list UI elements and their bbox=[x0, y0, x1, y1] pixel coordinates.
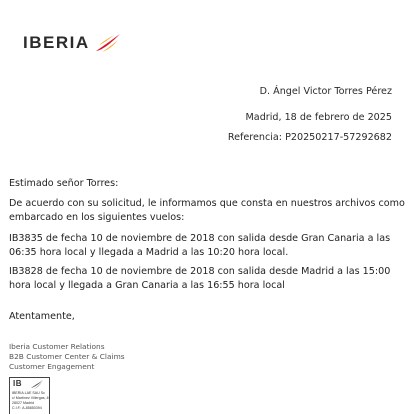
stamp-wing-icon bbox=[30, 379, 44, 389]
stamp-line-3: 28027 Madrid bbox=[12, 401, 34, 405]
iberia-wing-icon bbox=[93, 33, 121, 53]
company-stamp bbox=[9, 377, 50, 414]
flight-outbound: IB3835 de fecha 10 de noviembre de 2018 con salida desde Gran Canaria a las 06:35 hora local y llegada a Madrid a las 10:20 hora local. bbox=[9, 233, 391, 258]
stamp-line-2: c/ Martínez Villergas, 49 bbox=[12, 396, 50, 400]
salutation: Estimado señor Torres: bbox=[9, 178, 119, 189]
signature-line-2: B2B Customer Center & Claims bbox=[9, 352, 125, 361]
signature-line-3: Customer Engagement bbox=[9, 362, 95, 371]
flight-return: IB3828 de fecha 10 de noviembre de 2018 con salida desde Madrid a las 15:00 hora local y llegada a Gran Canaria a las 16:55 hora local bbox=[9, 266, 391, 291]
closing: Atentamente, bbox=[9, 311, 75, 322]
stamp-line-4: C.I.F.: A-85850394 bbox=[12, 406, 42, 410]
place-date: Madrid, 18 de febrero de 2025 bbox=[245, 112, 392, 123]
brand-wordmark: IBERIA bbox=[23, 33, 90, 52]
stamp-brand: IB bbox=[13, 379, 22, 388]
stamp-line-1: IBERIA LAE SAU Sc bbox=[12, 391, 45, 395]
recipient-name: D. Ángel Victor Torres Pérez bbox=[259, 86, 392, 97]
iberia-logo bbox=[23, 33, 121, 53]
intro-paragraph: De acuerdo con su solicitud, le informamos que consta en nuestros archivos como embarcado en los siguientes vuelos: bbox=[9, 198, 405, 223]
signature-line-1: Iberia Customer Relations bbox=[9, 342, 105, 351]
reference: Referencia: P20250217-57292682 bbox=[227, 132, 392, 143]
